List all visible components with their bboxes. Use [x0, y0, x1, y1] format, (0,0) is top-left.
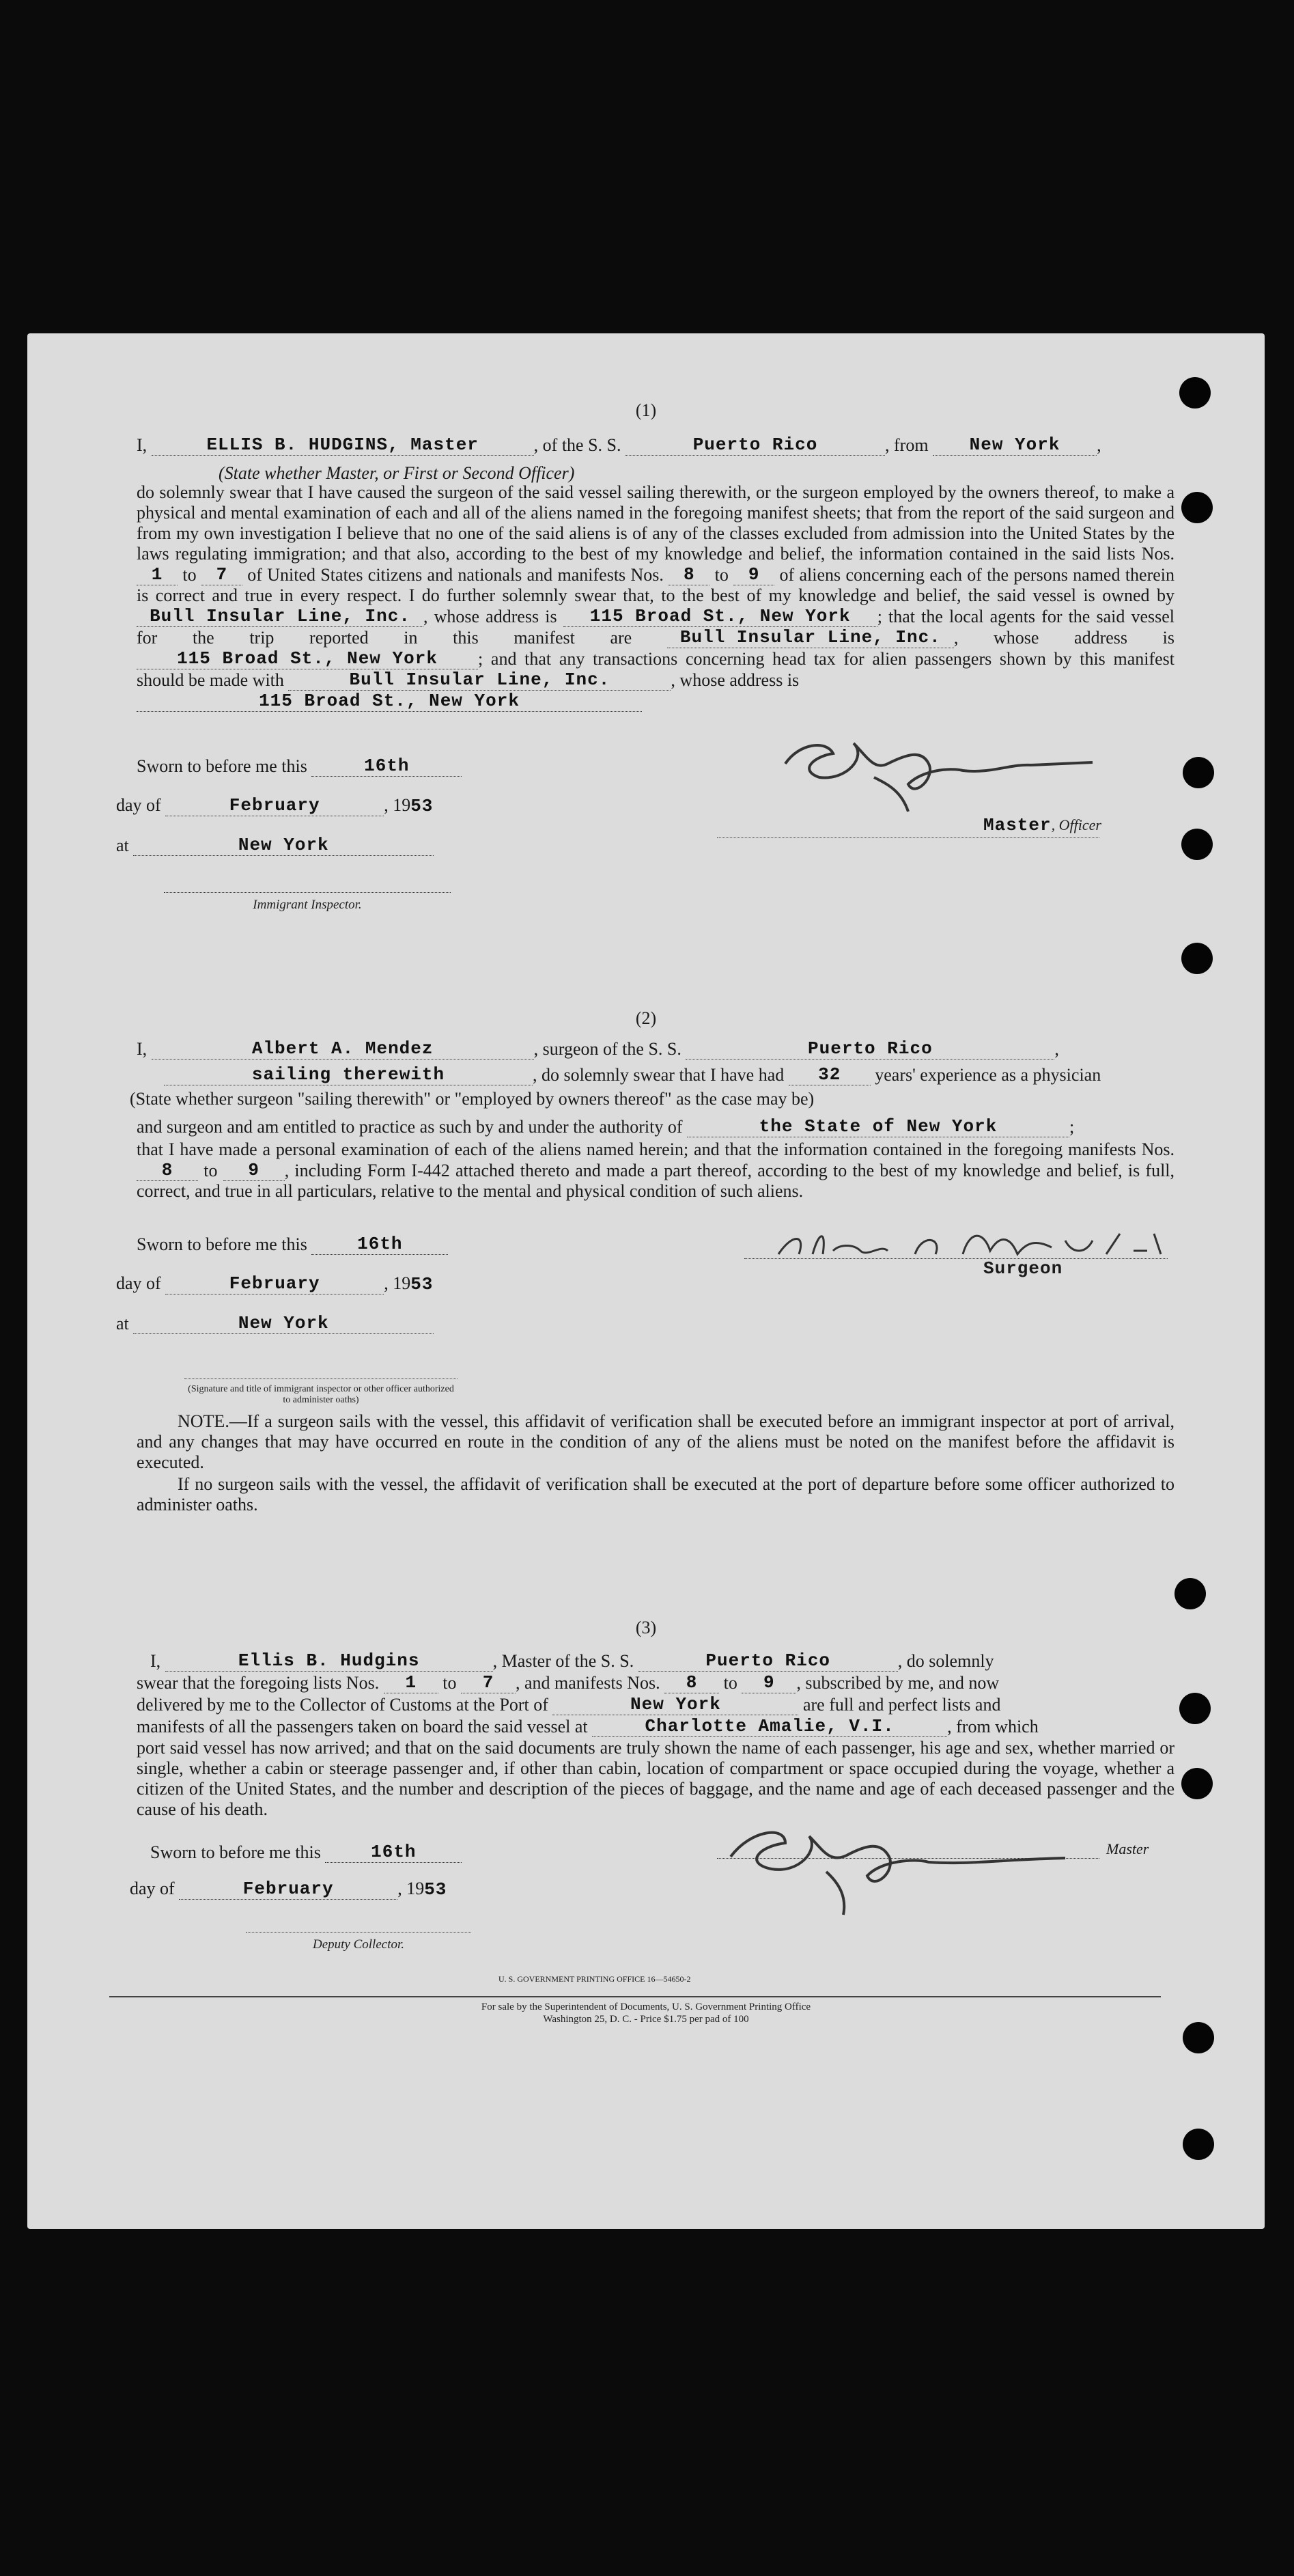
- sworn-place-line: at New York: [116, 835, 434, 856]
- section-3-line-4: manifests of all the passengers taken on board the said vessel at Charlotte Amalie, V.I. , from which: [137, 1716, 1039, 1736]
- punch-hole: [1175, 1578, 1206, 1609]
- sworn-line: Sworn to before me this 16th: [137, 756, 462, 777]
- collector-manifests-to: 9: [742, 1672, 796, 1693]
- section-3-line-2: swear that the foregoing lists Nos. 1 to 7 , and manifests Nos. 8 to 9 , subscribed by me, and now: [137, 1672, 1000, 1693]
- section-2-line-2: sailing therewith , do solemnly swear that I have had 32 years' experience as a physician: [137, 1064, 1175, 1085]
- punch-hole: [1183, 757, 1214, 788]
- collector-sworn-line: Sworn to before me this 16th: [150, 1842, 462, 1863]
- owner-field: Bull Insular Line, Inc.: [137, 606, 423, 627]
- sworn-day-field: 16th: [311, 756, 462, 777]
- sworn-date-line: day of February , 1953: [116, 795, 434, 816]
- oath-officer-caption: (Signature and title of immigrant inspector or other officer authorized to administer oaths): [188, 1384, 454, 1405]
- section-2-line-1: I, Albert A. Mendez , surgeon of the S. S. Puerto Rico ,: [137, 1038, 1059, 1059]
- section-1-number: (1): [635, 400, 657, 420]
- inspector-signature-line: [164, 892, 451, 893]
- collector-vessel: Puerto Rico: [638, 1650, 898, 1672]
- punch-hole: [1179, 1693, 1211, 1724]
- collector-port: New York: [552, 1694, 798, 1715]
- headtax-party-field: Bull Insular Line, Inc.: [288, 669, 671, 691]
- note-surgeon-sails: NOTE.—If a surgeon sails with the vessel, this affidavit of verification shall be executed before an immigrant inspector at port of arrival, and any changes that may have occurred en route in the condition of any of the aliens must be noted on the manifest before the affidavit is executed.: [137, 1411, 1175, 1472]
- surgeon-signature-line: [744, 1258, 1168, 1259]
- officer-line: [983, 814, 1101, 835]
- owner-address-field: 115 Broad St., New York: [563, 606, 877, 627]
- sale-line-2: Washington 25, D. C. - Price $1.75 per pad of 100: [543, 2014, 749, 2025]
- master-label: Master: [1106, 1840, 1149, 1857]
- collector-sworn-date: day of February , 1953: [130, 1879, 447, 1900]
- collector-signature-line: [246, 1932, 471, 1933]
- section-3-line-3: delivered by me to the Collector of Customs at the Port of New York are full and perfect lists and: [137, 1694, 1001, 1715]
- officer-label: , Officer: [1051, 816, 1101, 833]
- surgeon-signature: [765, 1220, 1175, 1268]
- surgeon-sworn-date: day of February , 1953: [116, 1273, 434, 1294]
- sworn-month-field: February: [165, 795, 384, 816]
- surgeon-vessel-field: Puerto Rico: [686, 1038, 1054, 1060]
- master-name-field: ELLIS B. HUDGINS, Master: [152, 434, 534, 456]
- section-1-line-1: I, ELLIS B. HUDGINS, Master , of the S. S. Puerto Rico , from New York ,: [137, 434, 1101, 455]
- punch-hole: [1181, 1768, 1213, 1799]
- collector-sworn-day: 16th: [325, 1842, 462, 1863]
- agents-field: Bull Insular Line, Inc.: [667, 627, 954, 648]
- collector-lists-from: 1: [384, 1672, 438, 1693]
- sale-line-1: For sale by the Superintendent of Documents, U. S. Government Printing Office: [481, 2002, 811, 2012]
- punch-hole: [1181, 492, 1213, 523]
- surgeon-sworn-place-field: New York: [133, 1313, 434, 1334]
- agents-address-field: 115 Broad St., New York: [137, 648, 478, 669]
- section-2-body: that I have made a personal examination of each of the aliens named herein; and that the information contained in the foregoing manifests Nos. 8 to 9 , including Form I-442 attached thereto and made a part thereof, according to the best of my knowledge and belief, is full, correct, and true in all particulars, relative to the mental and physical condition of such aliens.: [137, 1139, 1175, 1201]
- years-field: 32: [789, 1064, 871, 1085]
- sworn-year-field: 53: [410, 796, 434, 816]
- master-signature: [772, 716, 1127, 818]
- manifests-to-field: 9: [733, 564, 774, 585]
- officer-title: Master: [983, 815, 1052, 835]
- lists-to-field: 7: [201, 564, 242, 585]
- footer-rule: [109, 1996, 1161, 1997]
- collector-caption: Deputy Collector.: [312, 1937, 405, 1952]
- from-port-field: New York: [933, 434, 1097, 456]
- surgeon-sworn-year: 53: [410, 1274, 434, 1294]
- section-3-body: port said vessel has now arrived; and that on the said documents are truly shown the name of each passenger, his age and sex, whether married or single, whether a cabin or steerage passenger and, if other than cabin, location of compartment or space occupied during the voyage, whether a citizen of the United States, and the number and description of the pieces of baggage, and the name and age of each deceased passenger and the cause of his death.: [137, 1738, 1175, 1819]
- lists-from-field: 1: [137, 564, 178, 585]
- collector-sworn-year: 53: [424, 1879, 447, 1900]
- collector-master-name: Ellis B. Hudgins: [165, 1650, 493, 1672]
- punch-hole: [1181, 943, 1213, 974]
- surgeon-name-field: Albert A. Mendez: [152, 1038, 534, 1060]
- master-signature-2: [710, 1795, 1093, 1918]
- gpo-imprint: U. S. GOVERNMENT PRINTING OFFICE 16—54650-2: [498, 1974, 691, 1984]
- inspector-caption: Immigrant Inspector.: [253, 898, 362, 912]
- surgeon-sworn-day: 16th: [311, 1234, 448, 1255]
- punch-hole: [1183, 2129, 1214, 2160]
- note-no-surgeon: If no surgeon sails with the vessel, the affidavit of verification shall be executed at the port of departure before some officer authorized to administer oaths.: [137, 1474, 1175, 1514]
- sworn-place-field: New York: [133, 835, 434, 856]
- surgeon-title: Surgeon: [983, 1258, 1063, 1279]
- punch-hole: [1181, 829, 1213, 860]
- section-3-line-1: I, Ellis B. Hudgins , Master of the S. S. Puerto Rico , do solemnly: [150, 1650, 994, 1671]
- surgeon-sworn-line: Sworn to before me this 16th: [137, 1234, 448, 1255]
- officer-signature-line: [717, 837, 1099, 838]
- collector-manifests-from: 8: [664, 1672, 719, 1693]
- state-note: (State whether Master, or First or Second Officer): [219, 463, 575, 483]
- surgeon-sworn-place: at New York: [116, 1313, 434, 1334]
- section-3-number: (3): [635, 1618, 657, 1637]
- authority-line: and surgeon and am entitled to practice as such by and under the authority of the State of New York ;: [137, 1116, 1075, 1137]
- manifests-from-field: 8: [669, 564, 709, 585]
- collector-lists-to: 7: [461, 1672, 516, 1693]
- surgeon-state-note: (State whether surgeon "sailing therewith" or "employed by owners thereof" as the case may be): [130, 1089, 815, 1109]
- surgeon-manifests-from: 8: [137, 1160, 198, 1181]
- sailing-field: sailing therewith: [164, 1064, 533, 1085]
- section-2-number: (2): [635, 1008, 657, 1028]
- collector-sworn-month: February: [179, 1879, 397, 1900]
- master-signature-line-2: [717, 1858, 1099, 1859]
- embark-port: Charlotte Amalie, V.I.: [592, 1716, 947, 1737]
- authority-field: the State of New York: [687, 1116, 1069, 1137]
- vessel-name-field: Puerto Rico: [625, 434, 885, 456]
- section-1-body: do solemnly swear that I have caused the surgeon of the said vessel sailing therewith, or the surgeon employed by the owners thereof, to make a physical and mental examination of each and all of the aliens named in the foregoing manifest sheets; that from the report of the said surgeon and from my own investigation I believe that no one of the said aliens is of any of the classes excluded from admission into the United States by the laws regulating immigration; and that also, according to the best of my knowledge and belief, the information contained in the said lists Nos. 1 to 7 of United States citizens and nationals and manifests Nos. 8 to 9 of aliens concerning each of the persons named therein is correct and true in every respect. I do further solemnly swear that, to the best of my knowledge and belief, the said vessel is owned by Bull Insular Line, Inc. , whose address is 115 Broad St., New York ; that the local agents for the said vessel for the trip reported in this manifest are Bull Insular Line, Inc. , whose address is 115 Broad St., New York ; and that any transactions concerning head tax for alien passengers shown by this manifest should be made with Bull Insular Line, Inc. , whose address is 115 Broad St., New York: [137, 482, 1175, 711]
- surgeon-manifests-to: 9: [223, 1160, 285, 1181]
- manifest-affidavit-page: [27, 333, 1265, 2229]
- headtax-address-field: 115 Broad St., New York: [137, 691, 642, 712]
- punch-hole: [1183, 2022, 1214, 2053]
- surgeon-sworn-month: February: [165, 1273, 384, 1294]
